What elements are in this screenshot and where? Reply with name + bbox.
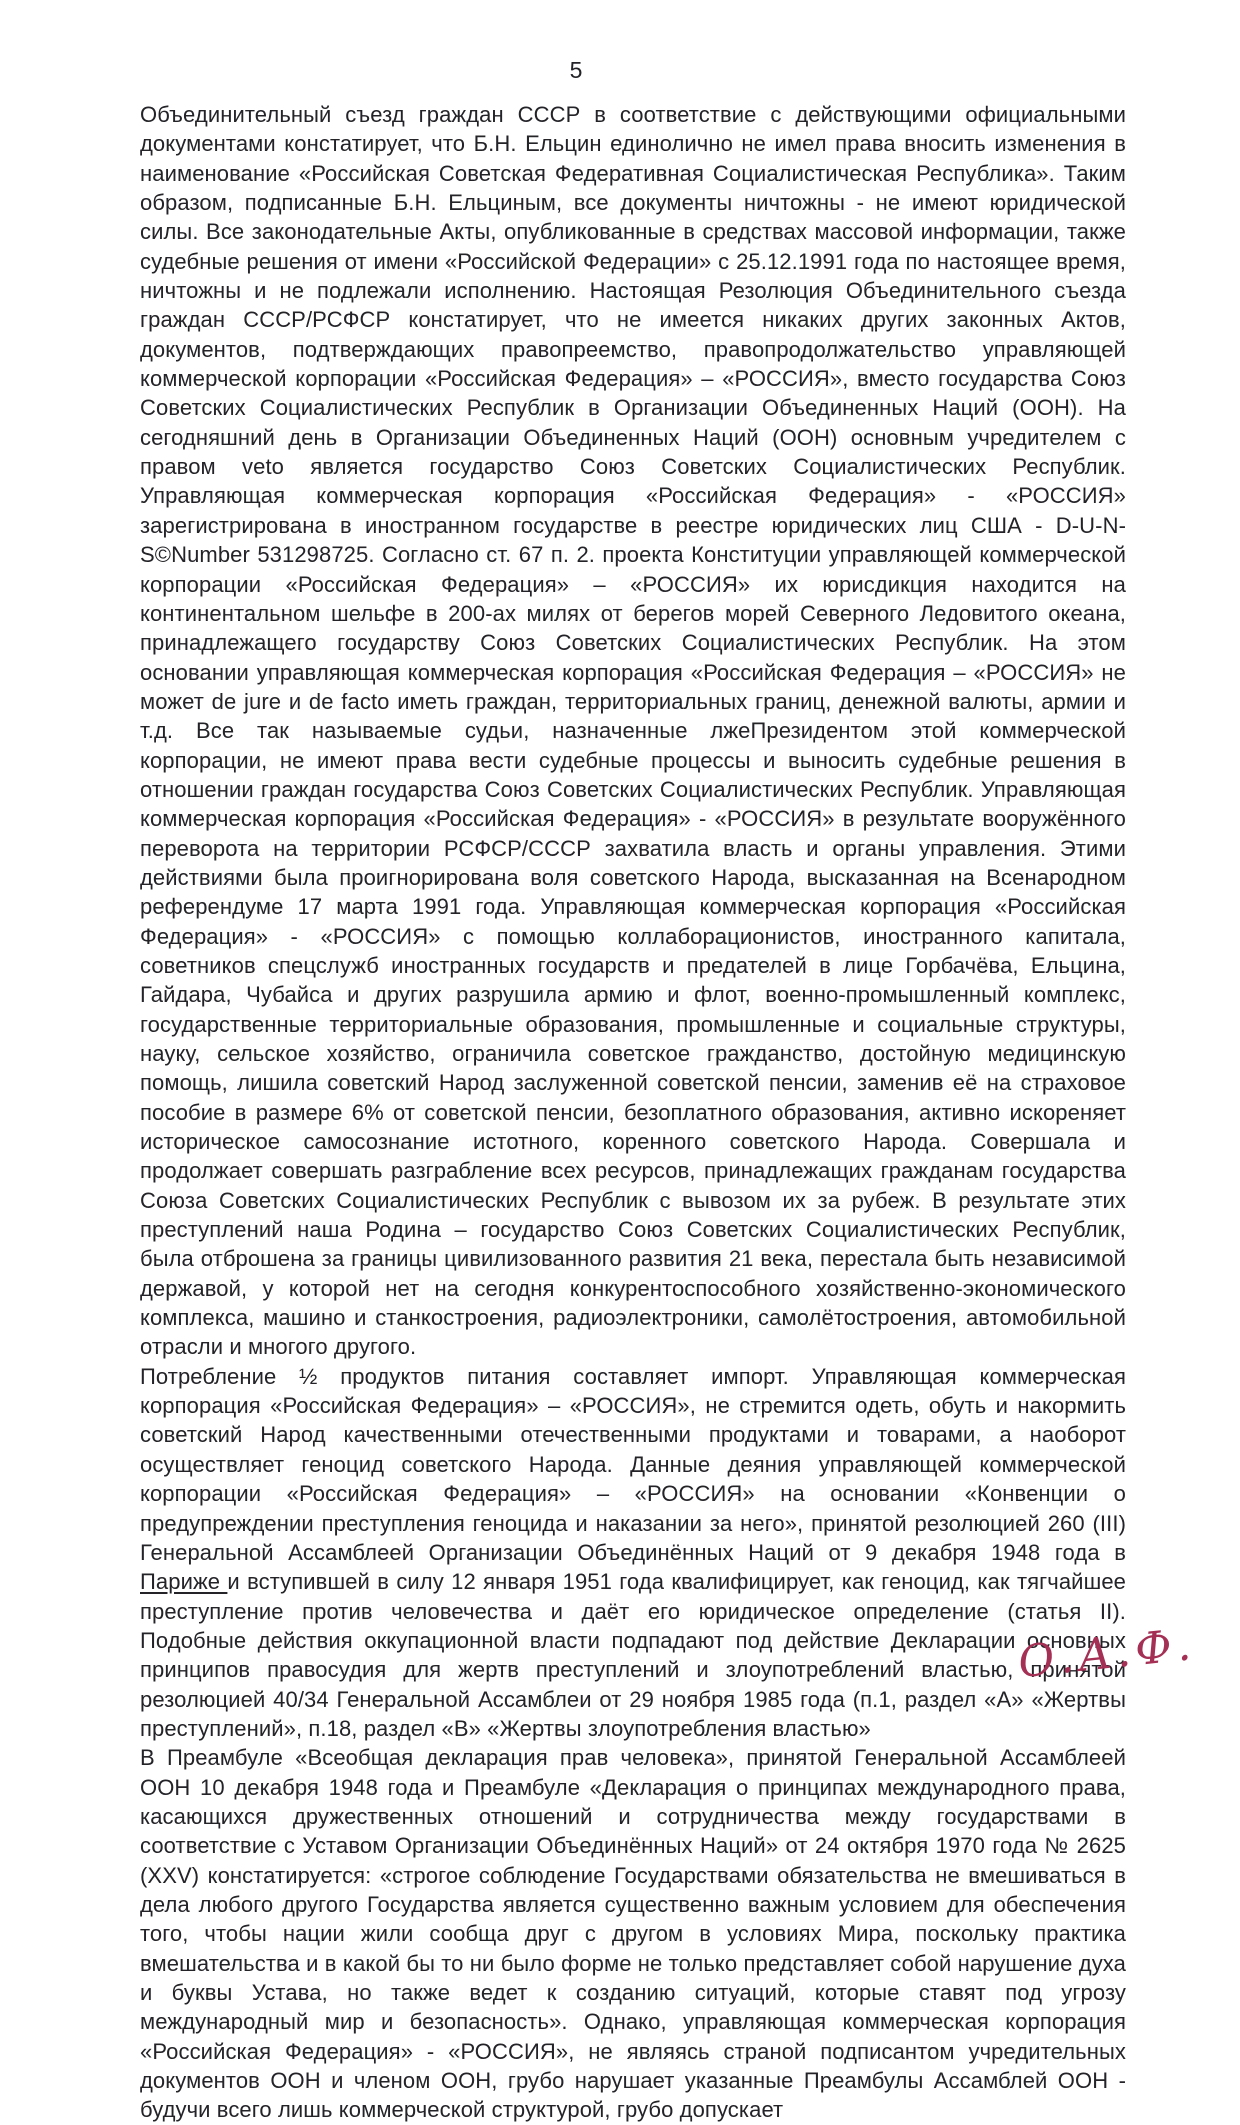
document-body xyxy=(140,100,1126,2125)
handwritten-signature: О.А.Ф. xyxy=(1015,1618,1199,1689)
text-run: Потребление ½ продуктов питания составляет импорт. Управляющая коммерческая корпорация «Российская Федерация» – «РОССИЯ», не стремится одеть, обуть и накормить советский Народ качественными отечественными продуктами и товарами, а наоборот осуществляет геноцид советского Народа. Данные деяния управляющей коммерческой корпорации «Российская Федерация» – «РОССИЯ» на основании «Конвенции о предупреждении преступления геноцида и наказании за него», принятой резолюцией 260 (III) Генеральной Ассамблеей Организации Объединённых Наций от 9 декабря 1948 года в xyxy=(140,1363,1126,1565)
text-run: и вступившей в силу 12 января 1951 года квалифицирует, как геноцид, как тягчайшее преступление против человечества и даёт его юридическое определение (статья II). Подобные действия оккупационной власти подпадают под действие Декларации основных принципов правосудия для жертв преступлений и злоупотреблений властью, принятой резолюцией 40/34 Генеральной Ассамблеи от 29 ноября 1985 года (п.1, раздел «А» «Жертвы преступлений», п.18, раздел «В» «Жертвы злоупотребления властью» xyxy=(140,1569,1126,1741)
underlined-text: Париже xyxy=(140,1569,228,1595)
paragraph xyxy=(140,100,1126,1362)
paragraph xyxy=(140,1362,1126,1743)
page-number: 5 xyxy=(569,57,583,83)
text-run: Объединительный съезд граждан СССР в соответствие с действующими официальными документами констатирует, что Б.Н. Ельцин единолично не имел права вносить изменения в наименование «Российская Советская Федеративная Социалистическая Республика». Таким образом, подписанные Б.Н. Ельциным, все документы ничтожны - не имеют юридической силы. Все законодательные Акты, опубликованные в средствах массовой информации, также судебные решения от имени «Российской Федерации» с 25.12.1991 года по настоящее время, ничтожны и не подлежали исполнению. Настоящая Резолюция Объединительного съезда граждан СССР/РСФСР констатирует, что не имеется никаких других законных Актов, документов, подтверждающих правопреемство, правопродолжательство управляющей коммерческой корпорации «Российская Федерация» – «РОССИЯ», вместо государства Союз Советских Социалистических Республик в Организации Объединенных Наций (ООН). На сегодняшний день в Организации Объединенных Наций (ООН) основным учредителем с правом veto является государство Союз Советских Социалистических Республик. Управляющая коммерческая корпорация «Российская Федерация» - «РОССИЯ» зарегистрирована в иностранном государстве в реестре юридических лиц США - D-U-N-S©Number 531298725. Согласно ст. 67 п. 2. проекта Конституции управляющей коммерческой корпорации «Российская Федерация» – «РОССИЯ» их юрисдикция находится на континентальном шельфе в 200-ах милях от берегов морей Северного Ледовитого океана, принадлежащего государству Союз Советских Социалистических Республик. На этом основании управляющая коммерческая корпорация «Российская Федерация – «РОССИЯ» не может de jure и de facto иметь граждан, территориальных границ, денежной валюты, армии и т.д. Все так называемые судьи, назначенные лжеПрезидентом этой коммерческой корпорации, не имеют права вести судебные процессы и выносить судебные решения в отношении граждан государства Союз Советских Социалистических Республик. Управляющая коммерческая корпорация «Российская Федерация» - «РОССИЯ» в результате вооружённого переворота на территории РСФСР/СССР захватила власть и органы управления. Этими действиями была проигнорирована воля советского Народа, высказанная на Всенародном референдуме 17 марта 1991 года. Управляющая коммерческая корпорация «Российская Федерация» - «РОССИЯ» с помощью коллаборационистов, иностранного капитала, советников спецслужб иностранных государств и предателей в лице Горбачёва, Ельцина, Гайдара, Чубайса и других разрушила армию и флот, военно-промышленный комплекс, государственные территориальные образования, промышленные и социальные структуры, науку, сельское хозяйство, ограничила советское гражданство, достойную медицинскую помощь, лишила советский Народ заслуженной советской пенсии, заменив её на страховое пособие в размере 6% от советской пенсии, безоплатного образования, активно искореняет историческое самосознание истотного, коренного советского Народа. Совершала и продолжает совершать разграбление всех ресурсов, принадлежащих гражданам государства Союза Советских Социалистических Республик с вывозом их за рубеж. В результате этих преступлений наша Родина – государство Союз Советских Социалистических Республик, была отброшена за границы цивилизованного развития 21 века, перестала быть независимой державой, у которой нет на сегодня конкурентоспособного хозяйственно-экономического комплекса, машино и станкостроения, радиоэлектроники, самолётостроения, автомобильной отрасли и многого другого. xyxy=(140,102,1126,1360)
text-run: В Преамбуле «Всеобщая декларация прав человека», принятой Генеральной Ассамблеей ООН 10 декабря 1948 года и Преамбуле «Декларация о принципах международного права, касающихся дружественных отношений и сотрудничества между государствами в соответствие с Уставом Организации Объединённых Наций» от 24 октября 1970 года № 2625 (XXV) констатируется: «строгое соблюдение Государствами обязательства не вмешиваться в дела любого другого Государства является существенно важным условием для обеспечения того, чтобы нации жили сообща друг с другом в условиях Мира, поскольку практика вмешательства и в какой бы то ни было форме не только представляет собой нарушение духа и буквы Устава, но также ведет к созданию ситуаций, которые ставят под угрозу международный мир и безопасность». Однако, управляющая коммерческая корпорация «Российская Федерация» - «РОССИЯ», не являясь страной подписантом учредительных документов ООН и членом ООН, грубо нарушает указанные Преамбулы Ассамблей ООН - будучи всего лишь коммерческой структурой, грубо допускает xyxy=(140,1745,1126,2123)
paragraph xyxy=(140,1743,1126,2124)
